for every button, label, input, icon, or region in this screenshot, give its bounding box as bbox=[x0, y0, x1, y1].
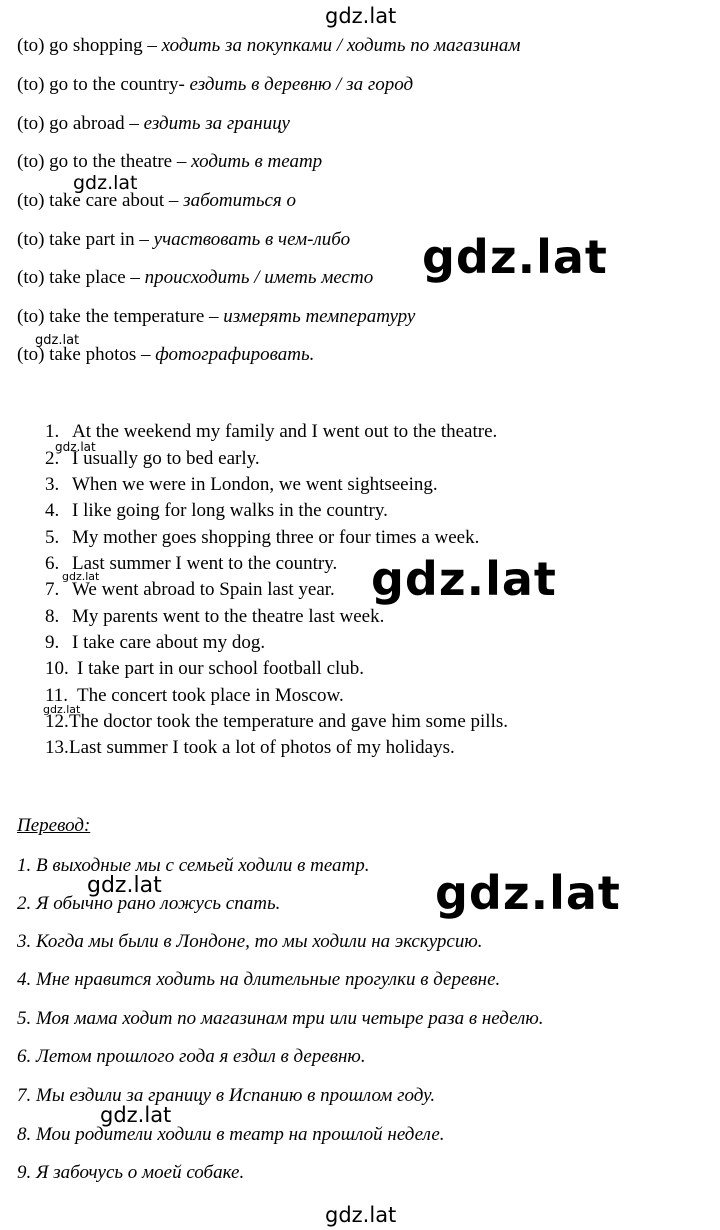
sentence-number: 3. bbox=[45, 474, 60, 495]
sentence-text: When we were in London, we went sightseeing. bbox=[72, 474, 438, 495]
sentence-number: 5. bbox=[45, 527, 60, 548]
phrase-line bbox=[17, 113, 290, 135]
phrase-line bbox=[17, 229, 350, 251]
phrase-en: (to) go abroad bbox=[17, 113, 125, 134]
sentence-number: 11. bbox=[45, 685, 69, 706]
sentence-text: At the weekend my family and I went out to the theatre. bbox=[72, 421, 498, 442]
phrase-en: (to) go shopping bbox=[17, 35, 143, 56]
phrase-translation: ездить за границу bbox=[143, 113, 290, 134]
watermark: gdz.lat bbox=[87, 873, 162, 898]
phrase-separator: – bbox=[164, 190, 184, 211]
watermark: gdz.lat bbox=[55, 440, 96, 454]
watermark-large: gdz.lat bbox=[371, 552, 557, 606]
sentence-text: We went abroad to Spain last year. bbox=[72, 579, 335, 600]
phrase-translation: ходить в театр bbox=[191, 151, 323, 172]
translation-line: 1. В выходные мы с семьей ходили в театр. bbox=[17, 855, 370, 876]
watermark: gdz.lat bbox=[73, 172, 138, 194]
phrase-translation: заботиться о bbox=[183, 190, 296, 211]
phrase-line bbox=[17, 344, 314, 366]
watermark: gdz.lat bbox=[100, 1103, 172, 1127]
phrase-translation: фотографировать. bbox=[155, 344, 315, 365]
phrase-en: (to) take photos bbox=[17, 344, 137, 365]
sentence-number: 9. bbox=[45, 632, 60, 653]
watermark-large: gdz.lat bbox=[422, 230, 608, 284]
sentence-text: My parents went to the theatre last week. bbox=[72, 606, 385, 627]
phrase-separator: – bbox=[172, 151, 192, 172]
sentence-text: I take part in our school football club. bbox=[77, 658, 365, 679]
watermark: gdz.lat bbox=[35, 333, 80, 348]
phrase-translation: измерять температуру bbox=[223, 306, 416, 327]
phrase-translation: ездить в деревню / за город bbox=[189, 74, 414, 95]
sentence-text: The doctor took the temperature and gave him some pills. bbox=[69, 711, 508, 732]
phrase-separator: – bbox=[142, 35, 162, 56]
translation-line: 8. Мои родители ходили в театр на прошлой неделе. bbox=[17, 1124, 445, 1145]
watermark-bottom: gdz.lat bbox=[325, 1203, 397, 1227]
phrase-en: (to) go to the theatre bbox=[17, 151, 173, 172]
sentence-number: 8. bbox=[45, 606, 60, 627]
phrase-en: (to) take place bbox=[17, 267, 126, 288]
sentence-text: I usually go to bed early. bbox=[72, 448, 260, 469]
watermark-top: gdz.lat bbox=[325, 4, 397, 28]
phrase-separator: – bbox=[134, 229, 154, 250]
watermark: gdz.lat bbox=[62, 570, 100, 583]
phrase-translation: ходить за покупками / ходить по магазинам bbox=[161, 35, 521, 56]
watermark: gdz.lat bbox=[43, 703, 81, 716]
phrase-en: (to) take part in bbox=[17, 229, 135, 250]
sentence-number: 10. bbox=[45, 658, 69, 679]
phrase-separator: - bbox=[178, 74, 190, 95]
translation-line: 4. Мне нравится ходить на длительные прогулки в деревне. bbox=[17, 969, 501, 990]
phrase-line bbox=[17, 190, 296, 212]
phrase-separator: – bbox=[125, 267, 145, 288]
sentence-number: 13. bbox=[45, 737, 69, 758]
translation-line: 9. Я забочусь о моей собаке. bbox=[17, 1162, 245, 1183]
sentence-text: I like going for long walks in the country. bbox=[72, 500, 388, 521]
sentence-number: 6. bbox=[45, 553, 60, 574]
translation-line: 2. Я обычно рано ложусь спать. bbox=[17, 893, 281, 914]
phrase-translation: участвовать в чем-либо bbox=[153, 229, 351, 250]
phrase-line bbox=[17, 35, 521, 57]
sentence-text: I take care about my dog. bbox=[72, 632, 266, 653]
translation-heading: Перевод: bbox=[17, 815, 91, 836]
phrase-separator: – bbox=[136, 344, 156, 365]
phrase-line bbox=[17, 151, 322, 173]
phrase-line bbox=[17, 267, 373, 289]
sentence-text: My mother goes shopping three or four times a week. bbox=[72, 527, 480, 548]
sentence-number: 1. bbox=[45, 421, 60, 442]
sentence-number: 2. bbox=[45, 448, 60, 469]
watermark-large: gdz.lat bbox=[435, 866, 621, 920]
phrase-line bbox=[17, 306, 415, 328]
sentence-number: 12. bbox=[45, 711, 69, 732]
translation-line: 3. Когда мы были в Лондоне, то мы ходили на экскурсию. bbox=[17, 931, 483, 952]
translation-line: 6. Летом прошлого года я ездил в деревню. bbox=[17, 1046, 366, 1067]
translation-line: 5. Моя мама ходит по магазинам три или четыре раза в неделю. bbox=[17, 1008, 544, 1029]
translation-line: 7. Мы ездили за границу в Испанию в прошлом году. bbox=[17, 1085, 436, 1106]
phrase-en: (to) take the temperature bbox=[17, 306, 205, 327]
phrase-en: (to) take care about bbox=[17, 190, 165, 211]
sentence-text: Last summer I went to the country. bbox=[72, 553, 338, 574]
phrase-line bbox=[17, 74, 413, 96]
sentence-number: 7. bbox=[45, 579, 60, 600]
phrase-translation: происходить / иметь место bbox=[144, 267, 374, 288]
sentence-number: 4. bbox=[45, 500, 60, 521]
phrase-separator: – bbox=[204, 306, 224, 327]
phrase-en: (to) go to the country bbox=[17, 74, 179, 95]
sentence-text: The concert took place in Moscow. bbox=[77, 685, 344, 706]
phrase-separator: – bbox=[124, 113, 144, 134]
sentence-text: Last summer I took a lot of photos of my holidays. bbox=[69, 737, 455, 758]
